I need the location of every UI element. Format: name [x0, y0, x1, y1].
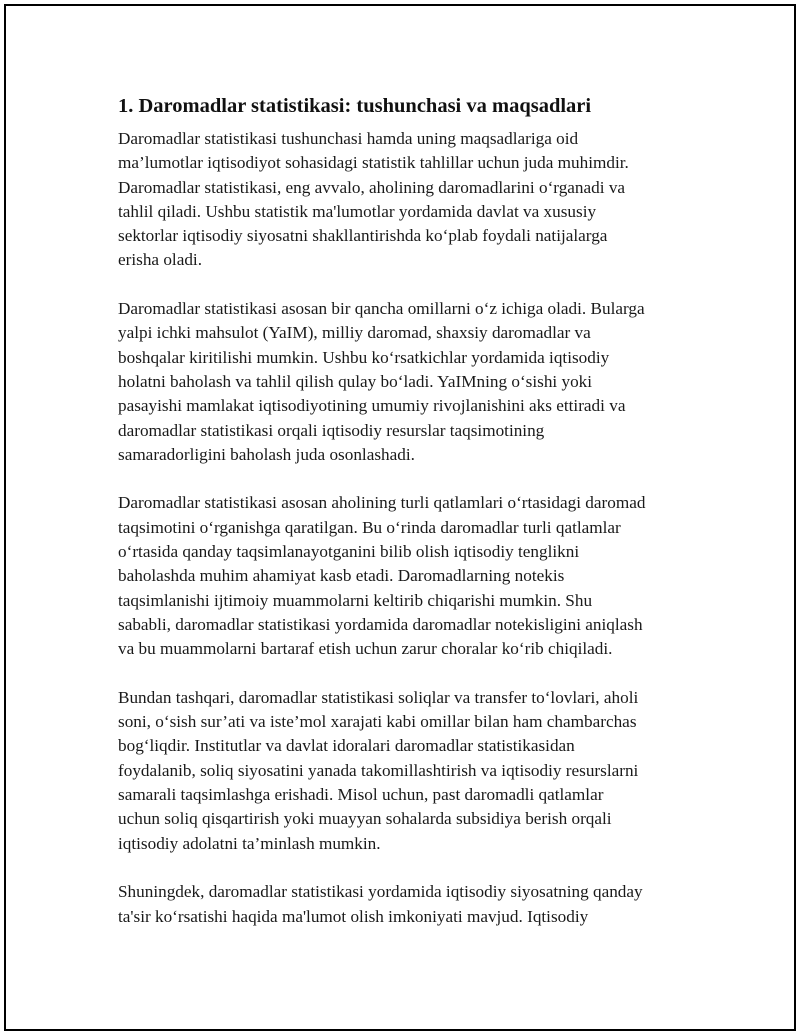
paragraph-3 [118, 491, 698, 661]
text-line: yalpi ichki mahsulot (YaIM), milliy daromad, shaxsiy daromadlar va [118, 323, 591, 343]
text-line: iqtisodiy adolatni ta’minlash mumkin. [118, 833, 381, 853]
paragraph-5 [118, 880, 698, 929]
text-line: Bundan tashqari, daromadlar statistikasi soliqlar va transfer to‘lovlari, aholi [118, 687, 639, 707]
text-line: Daromadlar statistikasi tushunchasi hamda uning maqsadlariga oid [118, 129, 579, 148]
text-line: samaradorligini baholash juda osonlashadi. [118, 444, 415, 464]
text-line: sektorlar iqtisodiy siyosatni shakllantirishda ko‘plab foydali natijalarga [118, 226, 608, 246]
text-line: taqsimotini o‘rganishga qaratilgan. Bu o‘rinda daromadlar turli qatlamlar [118, 517, 621, 537]
section-heading: 1. Daromadlar statistikasi: tushunchasi va maqsadlari [118, 95, 592, 117]
text-line: samarali taqsimlashga erishadi. Misol uchun, past daromadli qatlamlar [118, 785, 604, 805]
text-line: pasayishi mamlakat iqtisodiyotining umumiy rivojlanishini aks ettiradi va [118, 396, 626, 416]
text-line: va bu muammolarni bartaraf etish uchun zarur choralar ko‘rib chiqiladi. [118, 639, 613, 659]
text-line: sababli, daromadlar statistikasi yordamida daromadlar notekisligini aniqlash [118, 614, 643, 634]
text-line: boshqalar kiritilishi mumkin. Ushbu ko‘rsatkichlar yordamida iqtisodiy [118, 347, 610, 367]
paragraph-1 [118, 127, 698, 273]
paragraph-2 [118, 297, 698, 467]
text-line: erisha oladi. [118, 250, 202, 270]
text-line: soni, o‘sish sur’ati va iste’mol xarajati kabi omillar bilan ham chambarchas [118, 712, 637, 732]
text-line: bog‘liqdir. Institutlar va davlat idoralari daromadlar statistikasidan [118, 736, 575, 756]
text-line: ta'sir ko‘rsatishi haqida ma'lumot olish imkoniyati mavjud. Iqtisodiy [118, 906, 589, 926]
paragraph-4 [118, 686, 698, 856]
text-line: ma’lumotlar iqtisodiyot sohasidagi statistik tahlillar uchun juda muhimdir. [118, 153, 629, 173]
text-line: tahlil qiladi. Ushbu statistik ma'lumotlar yordamida davlat va xususiy [118, 201, 597, 221]
text-line: Daromadlar statistikasi asosan bir qancha omillarni o‘z ichiga oladi. Bularga [118, 299, 645, 319]
text-line: daromadlar statistikasi orqali iqtisodiy resurslar taqsimotining [118, 420, 545, 440]
document-body [118, 92, 698, 953]
text-line: baholashda muhim ahamiyat kasb etadi. Daromadlarning notekis [118, 566, 565, 586]
text-line: holatni baholash va tahlil qilish qulay bo‘ladi. YaIMning o‘sishi yoki [118, 371, 593, 391]
text-line: Daromadlar statistikasi, eng avvalo, aholining daromadlarini o‘rganadi va [118, 177, 626, 197]
text-line: Shuningdek, daromadlar statistikasi yordamida iqtisodiy siyosatning qanday [118, 882, 643, 902]
text-line: taqsimlanishi ijtimoiy muammolarni keltirib chiqarishi mumkin. Shu [118, 590, 593, 610]
text-line: o‘rtasida qanday taqsimlanayotganini bilib olish iqtisodiy tenglikni [118, 542, 580, 562]
text-line: uchun soliq qisqartirish yoki muayyan sohalarda subsidiya berish orqali [118, 809, 612, 829]
text-line: Daromadlar statistikasi asosan aholining turli qatlamlari o‘rtasidagi daromad [118, 493, 646, 513]
text-line: foydalanib, soliq siyosatini yanada takomillashtirish va iqtisodiy resurslarni [118, 760, 639, 780]
